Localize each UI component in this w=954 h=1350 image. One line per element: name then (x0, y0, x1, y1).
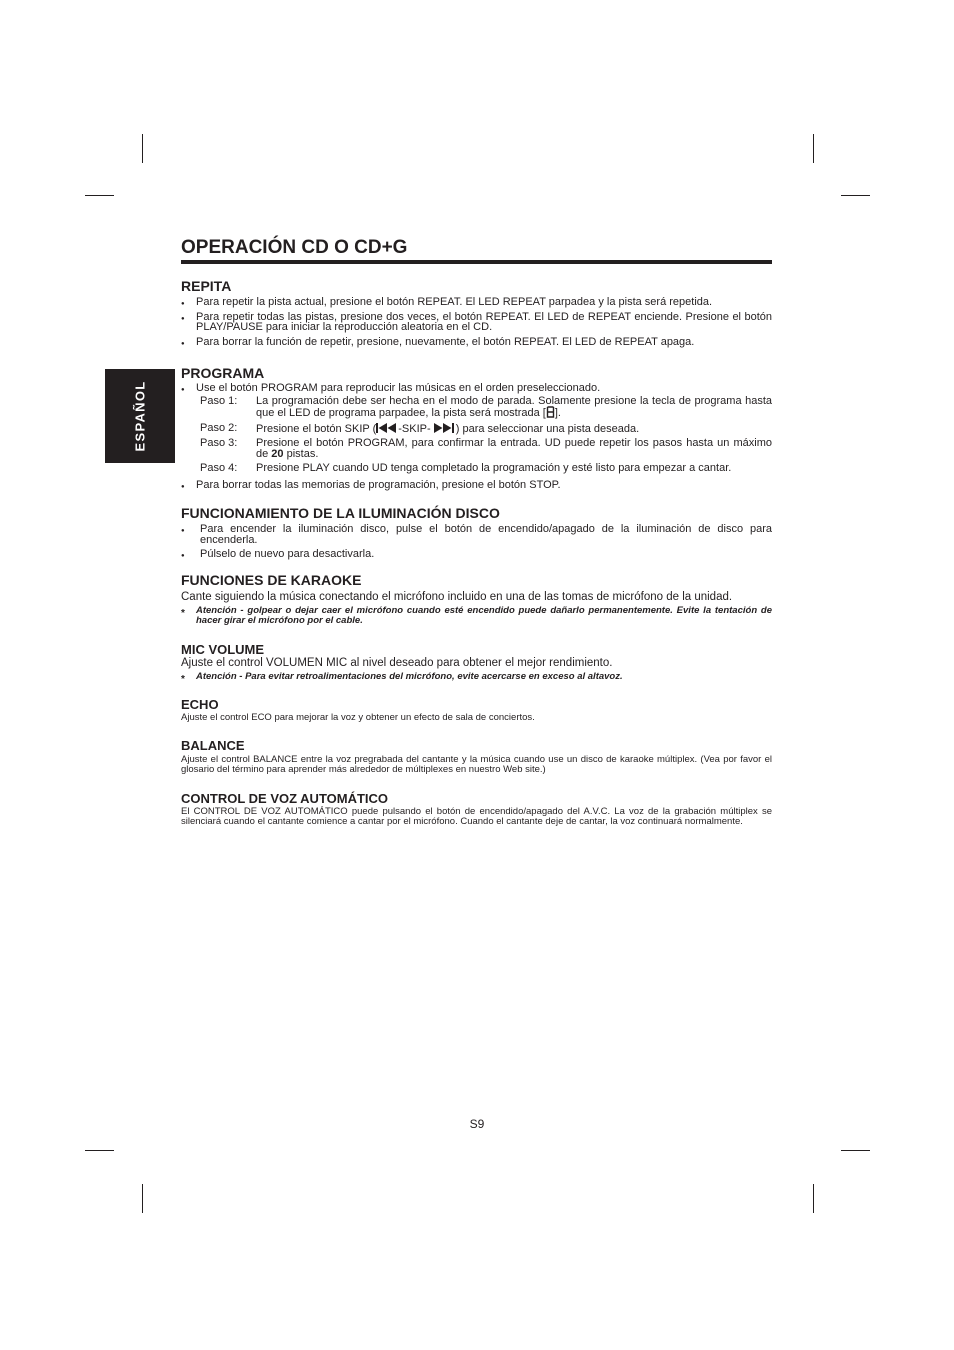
echo-text: Ajuste el control ECO para mejorar la voz y obtener un efecto de sala de conciertos. (181, 711, 535, 723)
page-number: S9 (469, 1117, 485, 1131)
crop-mark-bottom-right-h (841, 1150, 870, 1151)
section-karaoke (181, 572, 772, 626)
karaoke-warning (181, 606, 772, 626)
page-title: OPERACIÓN CD O CD+G (181, 236, 772, 264)
crop-mark-top-left-h (85, 195, 114, 196)
section-disco (181, 505, 772, 560)
list-item: ● Para repetir todas las pistas, presione dos veces, el botón REPEAT. El LED de REPEAT enciende. Presione el botón PLAY/PAUSE para iniciar la reproducción aleatoria en el CD. (181, 312, 772, 333)
crop-mark-top-right-v (813, 134, 814, 163)
mic-volume-text: Ajuste el control VOLUMEN MIC al nivel deseado para obtener el mejor rendimiento. (181, 656, 613, 669)
step-text: Presione PLAY cuando UD tenga completado la programación y esté listo para empezar a cantar. (256, 462, 732, 474)
led-digit-icon (546, 406, 555, 418)
step-1-end: ]. (554, 407, 561, 419)
step-1-text: La programación debe ser hecha en el modo de parada. Solamente presione la tecla de programa hasta que el LED de programa parpadee, la pista será mostrada [ (256, 394, 772, 419)
section-heading: CONTROL DE VOZ AUTOMÁTICO (181, 790, 389, 806)
step-text (256, 438, 772, 459)
section-heading: PROGRAMA (181, 365, 265, 381)
step-2-text-c: ) para seleccionar una pista deseada. (455, 422, 640, 435)
step-2-text-b: -SKIP- (398, 422, 431, 435)
page-content (181, 236, 772, 827)
crop-mark-bottom-left-v (142, 1184, 143, 1213)
step-text (256, 423, 772, 435)
program-steps (181, 396, 772, 474)
section-avc (181, 791, 772, 827)
step-label: Paso 3: (200, 437, 238, 449)
step-3-text-a: Presione el botón PROGRAM, para confirmar la entrada. UD puede repetir los pasos hasta un máximo de (256, 437, 772, 460)
list-item: ● Use el botón PROGRAM para reproducir las músicas en el orden preseleccionado. (181, 383, 772, 394)
crop-mark-bottom-right-v (813, 1184, 814, 1213)
section-heading: REPITA (181, 278, 232, 294)
language-tab-label: ESPAÑOL (132, 380, 148, 452)
section-repita (181, 278, 772, 347)
step-label: Paso 4: (200, 462, 238, 474)
programa-final-list (181, 480, 772, 491)
list-item: ● Para encender la iluminación disco, pulse el botón de encendido/apagado de la iluminación de disco para encenderla. (181, 524, 772, 545)
avc-text: El CONTROL DE VOZ AUTOMÁTICO puede pulsando el botón de encendido/apagado del A.V.C. La voz de la grabación múltiplex se silenciará cuando el cantante comience a cantar por el micrófono. Cuando el cantante deje de cantar, la voz continuará normalmente. (181, 805, 772, 827)
step-label: Paso 2: (200, 421, 238, 434)
step-1 (181, 396, 772, 419)
step-label: Paso 1: (200, 394, 238, 407)
section-echo (181, 697, 772, 723)
mic-volume-warning (181, 670, 772, 685)
repita-list (181, 297, 772, 347)
step-3-max-tracks: 20 (271, 447, 284, 460)
list-item: ● Para borrar la función de repetir, presione, nuevamente, el botón REPEAT. El LED de REPEAT apaga. (181, 337, 772, 348)
section-balance (181, 738, 772, 775)
list-item: ● Púlselo de nuevo para desactivarla. (181, 549, 772, 560)
step-3 (181, 438, 772, 459)
karaoke-text: Cante siguiendo la música conectando el micrófono incluido en una de las tomas de micrófono de la unidad. (181, 590, 733, 603)
step-4 (181, 463, 772, 474)
asterisk-icon: * (181, 607, 185, 619)
step-2 (181, 423, 772, 435)
step-text (256, 396, 772, 419)
language-tab (105, 369, 175, 463)
crop-mark-bottom-left-h (85, 1150, 114, 1151)
crop-mark-top-left-v (142, 134, 143, 163)
step-2-text-a: Presione el botón SKIP ( (256, 422, 377, 435)
balance-text: Ajuste el control BALANCE entre la voz pregrabada del cantante y la música cuando use un disco de karaoke múltiplex. (Vea por favor el glosario del término para aprender más alrededor de múltiplexes en nuestro Web site.) (181, 753, 772, 775)
step-3-text-b: pistas. (283, 447, 319, 460)
list-item: ● Para repetir la pista actual, presione el botón REPEAT. El LED REPEAT parpadea y la pista será repetida. (181, 297, 772, 308)
section-heading: BALANCE (181, 737, 245, 753)
section-heading: FUNCIONES DE KARAOKE (181, 571, 362, 588)
crop-mark-top-right-h (841, 195, 870, 196)
karaoke-warning-text: Atención - golpear o dejar caer el micrófono cuando esté encendido puede dañarlo permanentemente. Evite la tentación de hacer girar el micrófono por el cable. (196, 604, 772, 626)
asterisk-icon: * (181, 673, 185, 685)
section-heading: FUNCIONAMIENTO DE LA ILUMINACIÓN DISCO (181, 505, 500, 521)
mic-volume-warning-text: Atención - Para evitar retroalimentaciones del micrófono, evite acercarse en exceso al altavoz. (196, 670, 623, 682)
skip-back-icon (376, 423, 398, 433)
disco-list (181, 524, 772, 560)
skip-forward-icon (434, 423, 456, 433)
section-heading: ECHO (181, 696, 219, 712)
section-programa (181, 365, 772, 490)
programa-intro-list (181, 383, 772, 394)
section-mic-volume (181, 641, 772, 685)
list-item: ● Para borrar todas las memorias de programación, presione el botón STOP. (181, 480, 772, 491)
section-heading: MIC VOLUME (181, 641, 265, 657)
